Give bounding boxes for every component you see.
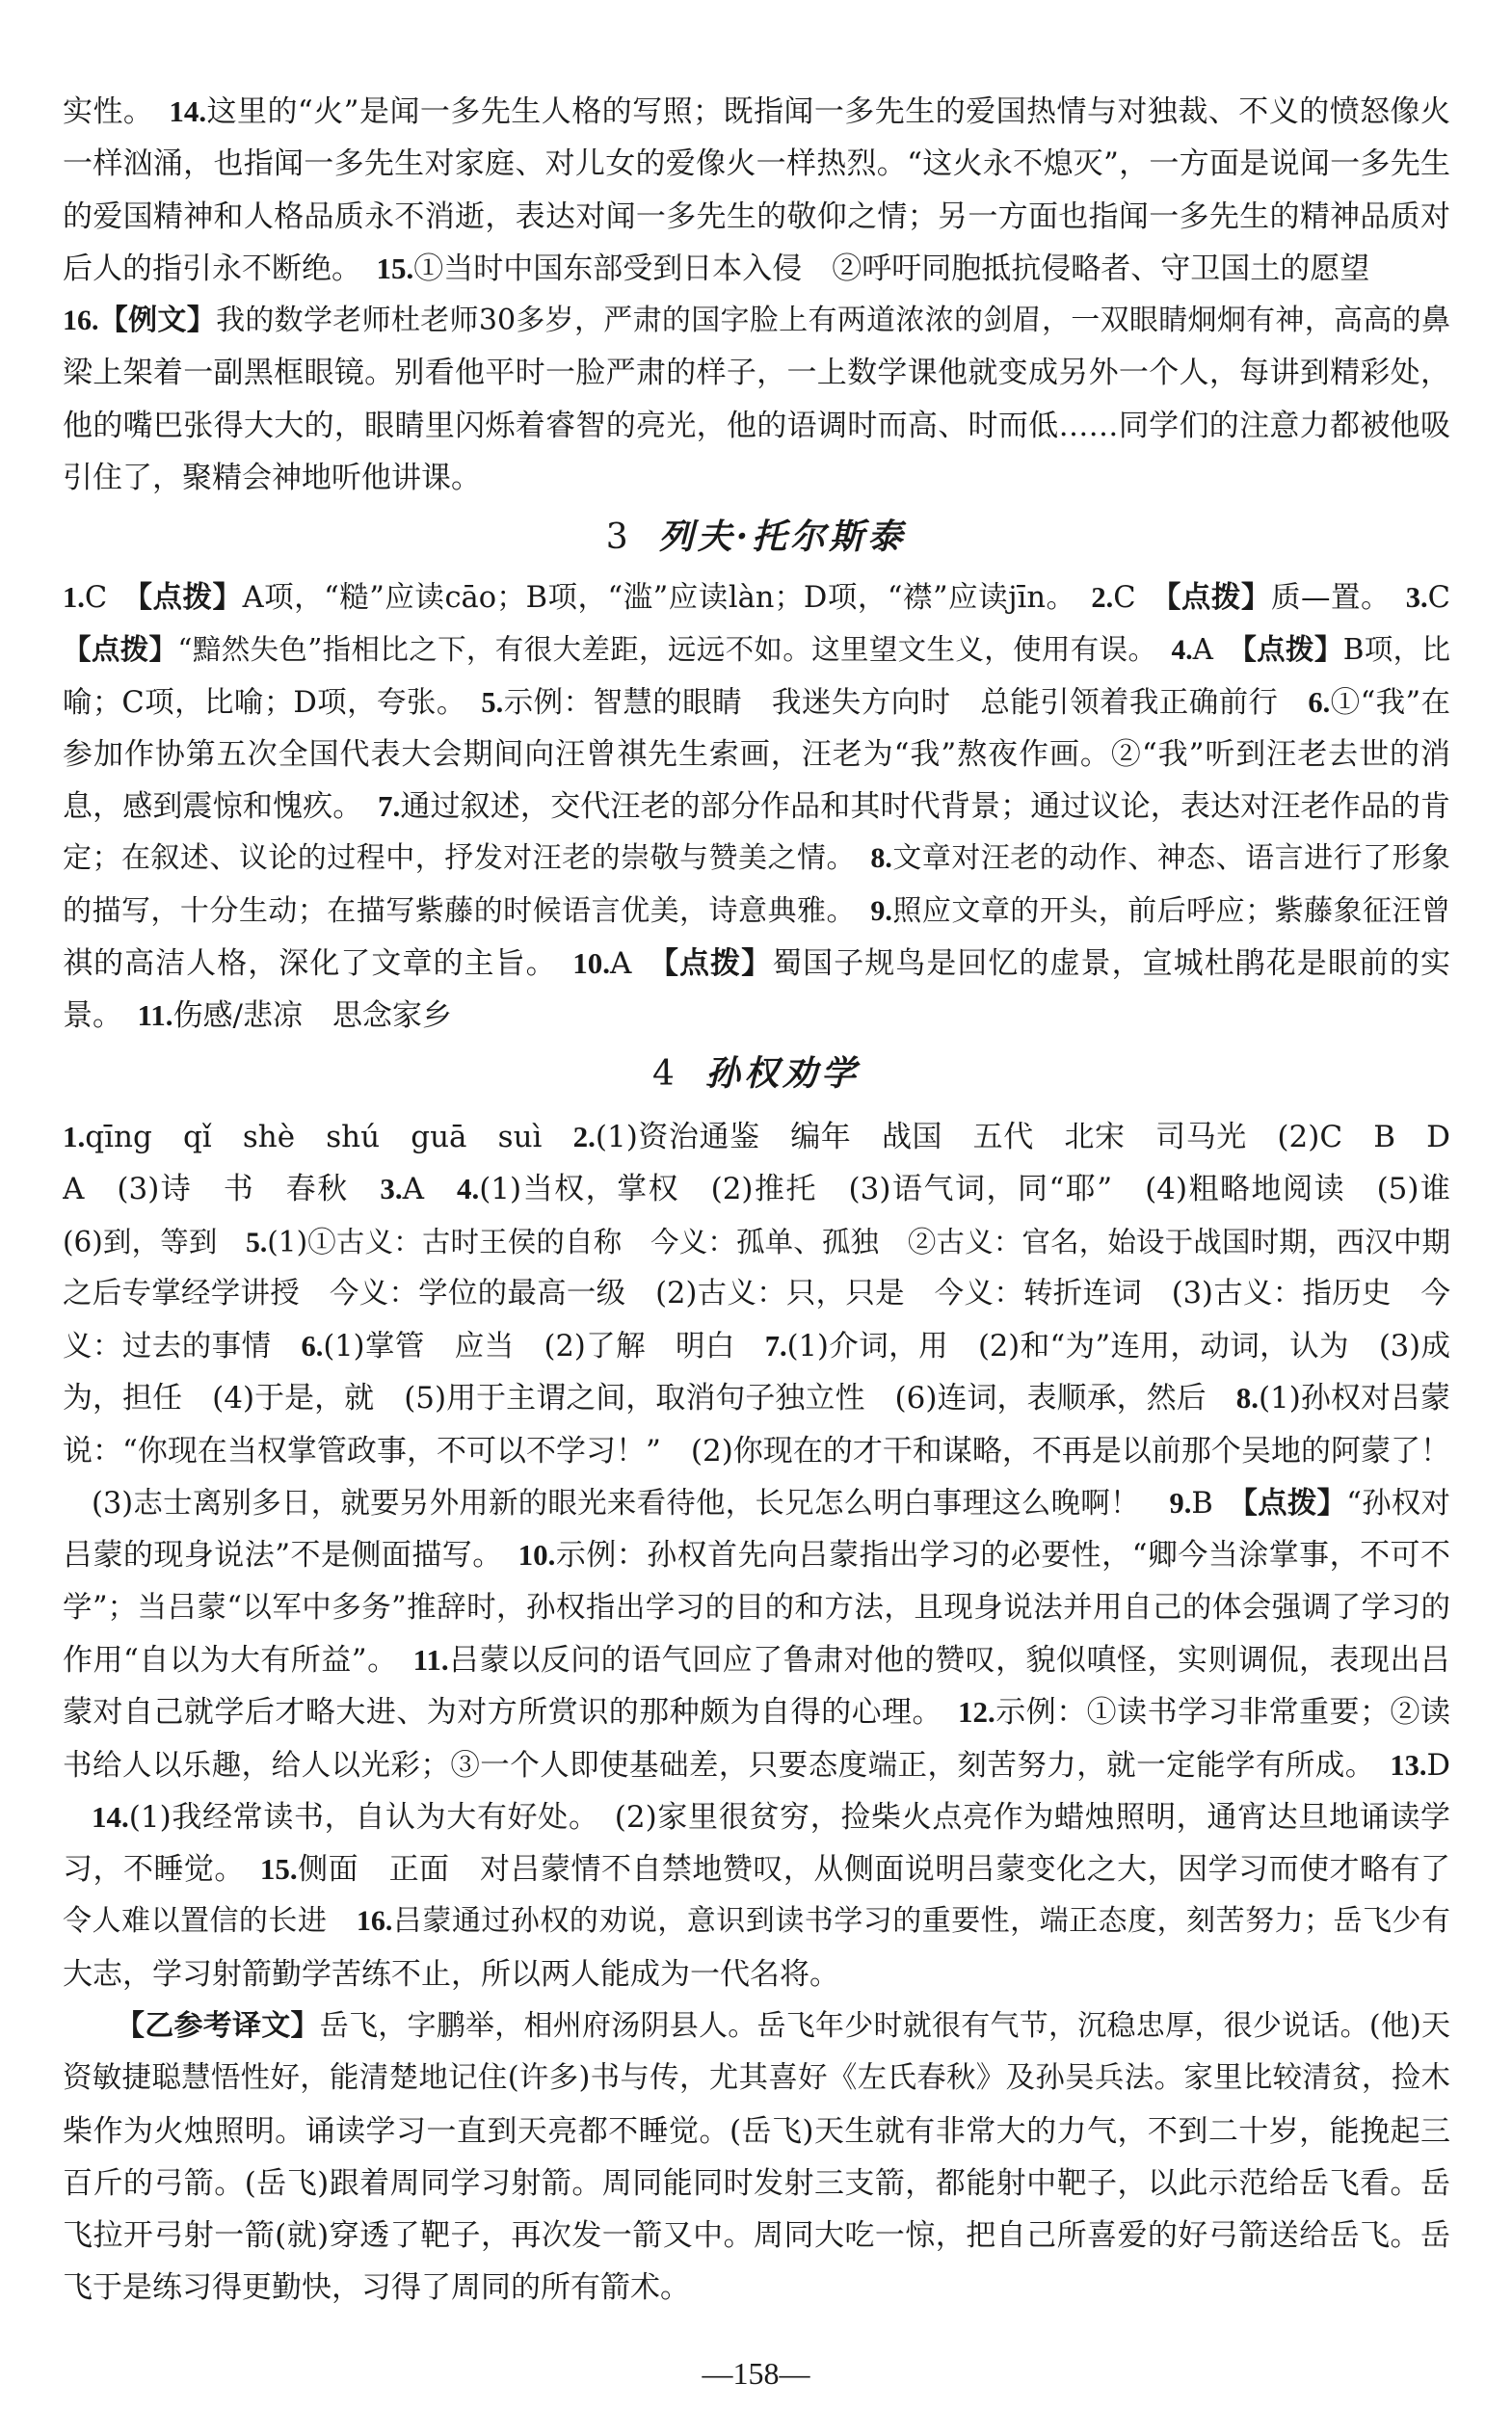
answer-text: 习，不睡觉。 — [63, 1852, 260, 1888]
section-name: 列夫·托尔斯泰 — [658, 516, 907, 557]
answer-text: 的描写，十分生动；在描写紫藤的时候语言优美，诗意典雅。 — [63, 893, 871, 928]
answer-text: C — [1113, 581, 1167, 615]
answer-text: 蜀国子规鸟是回忆的虚景，宣城杜鹃花是眼前的实 — [772, 946, 1450, 982]
item-marker: 6. — [1308, 685, 1331, 719]
text-line — [63, 1529, 1450, 1581]
item-marker: 11. — [137, 998, 173, 1033]
item-marker: 7. — [764, 1330, 787, 1364]
answer-text: ①当时中国东部受到日本入侵 ②呼吁同胞抵抗侵略者、守卫国土的愿望 — [413, 251, 1370, 286]
text-line — [63, 2210, 1450, 2262]
answer-text: (1)当权，掌权 (2)推托 (3)语气词，同“耶” (4)粗略地阅读 (5)谁 — [479, 1172, 1450, 1207]
answer-text: (1)资治通鉴 编年 战国 五代 北宋 司马光 (2)C B D — [595, 1120, 1450, 1154]
answer-text: 吕蒙通过孙权的劝说，意识到读书学习的重要性，端正态度，刻苦努力；岳飞少有 — [392, 1904, 1450, 1939]
item-marker: 【点拨】 — [137, 581, 243, 614]
answer-text: 柴作为火烛照明。诵读学习一直到天亮都不睡觉。(岳飞)天生就有非常大的力气，不到二十岁，能挽起三 — [63, 2113, 1450, 2149]
answer-text: 通过叙述，交代汪老的部分作品和其时代背景；通过议论，表达对汪老作品的肯 — [400, 789, 1450, 825]
answer-text: 参加作协第五次全国代表大会期间向汪曾祺先生索画，汪老为“我”熬夜作画。②“我”听到汪老去世的消 — [63, 736, 1450, 772]
answer-text: 飞于是练习得更勤快，习得了周同的所有箭术。 — [63, 2270, 690, 2306]
text-line — [63, 833, 1450, 885]
answer-text: A — [402, 1172, 457, 1207]
text-line — [63, 1163, 1450, 1215]
answer-text: 令人难以置信的长进 — [63, 1904, 357, 1939]
answer-text: (3)志士离别多日，就要另外用新的眼光来看待他，长兄怎么明白事理这么晚啊！ — [92, 1487, 1170, 1522]
text-line — [63, 2105, 1450, 2158]
answer-text: (1)孙权对吕蒙 — [1258, 1381, 1450, 1417]
item-marker: 9. — [870, 894, 892, 927]
text-line — [63, 1268, 1450, 1320]
item-marker: 12. — [958, 1695, 995, 1730]
item-marker: 2. — [1091, 581, 1114, 614]
text-line — [63, 1948, 1450, 2000]
text-line — [63, 1895, 1450, 1947]
answer-text: 一样汹涌，也指闻一多先生对家庭、对儿女的爱像火一样热烈。“这火永不熄灭”，一方面是说闻一多先生 — [63, 146, 1450, 182]
item-marker: 11. — [412, 1642, 449, 1677]
answer-block-lesson-3 — [63, 571, 1450, 1043]
answer-text: 为，担任 (4)于是，就 (5)用于主谓之间，取消句子独立性 (6)连词，表顺承，然后 — [63, 1381, 1236, 1417]
text-line — [63, 571, 1450, 623]
answer-text: B — [1191, 1487, 1243, 1522]
item-marker: 8. — [1235, 1381, 1259, 1416]
item-marker: 8. — [870, 842, 892, 875]
text-line — [63, 1739, 1450, 1791]
text-line — [63, 1791, 1450, 1843]
text-line — [63, 1216, 1450, 1268]
answer-text: 百斤的弓箭。(岳飞)跟着周同学习射箭。周同能同时发射三支箭，都能射中靶子，以此示范给岳飞看。岳 — [63, 2165, 1450, 2201]
answer-text: 文章对汪老的动作、神态、语言进行了形象 — [891, 841, 1450, 876]
text-line — [63, 886, 1450, 938]
item-marker: 6. — [301, 1330, 324, 1364]
item-marker: 【点拨】 — [1166, 581, 1271, 614]
item-marker: 10. — [572, 946, 610, 981]
answer-text: C — [84, 581, 138, 615]
text-line — [63, 676, 1450, 728]
answer-text: 质—置。 — [1270, 581, 1406, 615]
answer-text: 吕蒙以反问的语气回应了鲁肃对他的赞叹，貌似嗔怪，实则调侃，表现出吕 — [448, 1642, 1450, 1678]
item-marker: 2. — [572, 1120, 596, 1153]
answer-text: (1)①古义：古时王侯的自称 今义：孤单、孤独 ②古义：官名，始设于战国时期，西汉中期 — [267, 1225, 1450, 1258]
item-marker: 1. — [63, 581, 85, 614]
text-line — [63, 1634, 1450, 1686]
text-line — [63, 2052, 1450, 2105]
text-line — [63, 243, 1450, 295]
item-marker: 13. — [1390, 1748, 1427, 1782]
answer-text: 的爱国精神和人格品质永不消逝，表达对闻一多先生的敬仰之情；另一方面也指闻一多先生的精神品质对 — [63, 199, 1450, 234]
text-line — [63, 1843, 1450, 1895]
answer-text: ①“我”在 — [1330, 685, 1450, 720]
section-title-3 — [0, 508, 1512, 566]
section-name: 孙权劝学 — [704, 1053, 860, 1094]
answer-text: (6)到，等到 — [63, 1225, 247, 1258]
text-line — [63, 138, 1450, 190]
text-line — [63, 623, 1450, 675]
item-marker: 5. — [246, 1227, 268, 1258]
answer-text: 这里的“火”是闻一多先生人格的写照；既指闻一多先生的爱国热情与对独裁、不义的愤怒像火 — [206, 94, 1450, 129]
item-marker: 10. — [517, 1538, 556, 1573]
item-marker: 16. — [356, 1905, 393, 1938]
item-marker: 9. — [1169, 1487, 1192, 1521]
answer-text: 侧面 正面 对吕蒙情不自禁地赞叹，从侧面说明吕蒙变化之大，因学习而使才略有了 — [297, 1852, 1450, 1888]
answer-text: 作用“自以为大有所益”。 — [63, 1642, 413, 1678]
answer-text: 吕蒙的现身说法”不是侧面描写。 — [63, 1538, 518, 1574]
answer-text: 梁上架着一副黑框眼镜。别看他平时一脸严肃的样子，一上数学课他就变成另外一个人，每讲到精彩处， — [63, 356, 1450, 391]
text-line — [63, 2262, 1450, 2314]
text-line — [63, 400, 1450, 452]
text-line — [63, 1477, 1450, 1529]
text-line — [63, 938, 1450, 990]
answer-text: 引住了，聚精会神地听他讲课。 — [63, 461, 481, 496]
item-marker: 15. — [376, 251, 414, 285]
item-marker: 【乙参考译文】 — [116, 2010, 320, 2042]
text-line — [63, 1686, 1450, 1738]
item-marker: 1. — [63, 1120, 86, 1153]
text-line — [63, 2158, 1450, 2210]
answer-text: 伤感/悲凉 思念家乡 — [172, 998, 452, 1034]
answer-text: (1)我经常读书，自认为大有好处。 (2)家里很贫穷，捡柴火点亮作为蜡烛照明，通宵达旦地诵读学 — [128, 1799, 1450, 1835]
section-title-4 — [0, 1045, 1512, 1102]
answer-text: A — [1192, 633, 1243, 667]
answer-text: 我的数学老师杜老师30多岁，严肃的国字脸上有两道浓浓的剑眉，一双眼睛炯炯有神，高高的鼻 — [216, 304, 1450, 338]
section-number: 4 — [652, 1054, 675, 1094]
text-line — [63, 347, 1450, 399]
answer-text: 喻；C项，比喻；D项，夸张。 — [63, 685, 482, 720]
item-marker: 【点拨】 — [63, 635, 178, 667]
answer-text: 示例：①读书学习非常重要；②读 — [995, 1695, 1450, 1731]
answer-text: 岳飞，字鹏举，相州府汤阴县人。岳飞年少时就很有气节，沉稳忠厚，很少说话。(他)天 — [319, 2009, 1450, 2043]
answer-text: 义：过去的事情 — [63, 1330, 302, 1364]
answer-text: “孙权对 — [1346, 1487, 1450, 1522]
item-marker: 7. — [378, 789, 401, 824]
text-line — [63, 1111, 1450, 1163]
answer-text: A — [609, 946, 664, 982]
item-marker: 4. — [1171, 635, 1193, 667]
item-marker: 【点拨】 — [663, 946, 773, 981]
answer-text: 之后专掌经学讲授 今义：学位的最高一级 (2)古义：只，只是 今义：转折连词 (3)古义：指历史 今 — [63, 1276, 1450, 1311]
answer-text: A (3)诗 书 春秋 — [63, 1172, 381, 1207]
text-line — [63, 452, 1450, 504]
item-marker: 14. — [92, 1799, 129, 1834]
answer-block-carryover — [63, 86, 1450, 504]
item-marker: 5. — [481, 685, 504, 719]
answer-text: 大志，学习射箭勤学苦练不止，所以两人能成为一代名将。 — [63, 1956, 839, 1992]
item-marker: 【点拨】 — [1242, 1487, 1347, 1521]
item-marker: 15. — [259, 1852, 298, 1887]
answer-text: 学”；当吕蒙“以军中多务”推辞时，孙权指出学习的目的和方法，且现身说法并用自己的体会强调了学习的 — [63, 1590, 1450, 1625]
item-marker: 14. — [169, 94, 207, 128]
translation-block — [63, 2000, 1450, 2315]
text-line — [63, 86, 1450, 138]
item-marker: 16.【例文】 — [63, 304, 217, 337]
item-marker: 3. — [380, 1172, 403, 1206]
answer-text: 定；在叙述、议论的过程中，抒发对汪老的崇敬与赞美之情。 — [63, 841, 871, 876]
item-marker: 3. — [1405, 581, 1428, 614]
section-number: 3 — [605, 517, 628, 557]
answer-text: 蒙对自己就学后才略大进、为对方所赏识的那种颇为自得的心理。 — [63, 1695, 958, 1731]
answer-block-lesson-4 — [63, 1111, 1450, 2000]
answer-text: D — [1426, 1748, 1450, 1783]
text-line — [63, 1372, 1450, 1424]
answer-text: 后人的指引永不断绝。 — [63, 251, 377, 286]
answer-text: qīng qǐ shè shú guā suì — [85, 1120, 573, 1154]
text-line — [63, 1582, 1450, 1634]
text-line — [63, 295, 1450, 347]
answer-text: 书给人以乐趣，给人以光彩；③一个人即使基础差，只要态度端正，刻苦努力，就一定能学有所成。 — [63, 1748, 1391, 1783]
answer-text: 照应文章的开头，前后呼应；紫藤象征汪曾 — [891, 893, 1450, 928]
answer-text: A项，“糙”应读cāo；B项，“滥”应读làn；D项，“襟”应读jīn。 — [242, 581, 1092, 615]
answer-text: 资敏捷聪慧悟性好，能清楚地记住(许多)书与传，尤其喜好《左氏春秋》及孙吴兵法。家里比较清贫，捡木 — [63, 2061, 1450, 2096]
answer-text: 实性。 — [63, 94, 170, 129]
answer-text: (1)掌管 应当 (2)了解 明白 — [323, 1330, 765, 1364]
answer-text: C — [1427, 581, 1450, 615]
text-line — [63, 1320, 1450, 1372]
answer-text: (1)介词，用 (2)和“为”连用，动词，认为 (3)成 — [786, 1330, 1450, 1364]
text-line — [63, 1425, 1450, 1477]
text-line — [63, 2000, 1450, 2052]
answer-text: 祺的高洁人格，深化了文章的主旨。 — [63, 946, 573, 982]
text-line — [63, 781, 1450, 833]
answer-text: 息，感到震惊和愧疚。 — [63, 789, 378, 825]
answer-text: 景。 — [63, 998, 138, 1034]
answer-text: B项，比 — [1342, 633, 1450, 667]
answer-text: 说：“你现在当权掌管政事，不可以不学习！” (2)你现在的才干和谋略，不再是以前那个吴地的阿蒙了！ — [63, 1433, 1450, 1469]
answer-text: 示例：智慧的眼睛 我迷失方向时 总能引领着我正确前行 — [503, 685, 1309, 720]
text-line — [63, 728, 1450, 781]
item-marker: 4. — [456, 1172, 480, 1206]
answer-text: 示例：孙权首先向吕蒙指出学习的必要性，“卿今当涂掌事，不可不 — [555, 1538, 1450, 1574]
answer-text: 飞拉开弓射一箭(就)穿透了靶子，再次发一箭又中。周同大吃一惊，把自己所喜爱的好弓箭送给岳飞。岳 — [63, 2218, 1450, 2254]
text-line — [63, 990, 1450, 1042]
item-marker: 【点拨】 — [1242, 635, 1343, 667]
answer-text: “黯然失色”指相比之下，有很大差距，远远不如。这里望文生义，使用有误。 — [177, 633, 1172, 667]
answer-text: 他的嘴巴张得大大的，眼睛里闪烁着睿智的亮光，他的语调时而高、时而低……同学们的注意力都被他吸 — [63, 408, 1450, 443]
page-number: —158— — [702, 2356, 810, 2391]
text-line — [63, 191, 1450, 243]
